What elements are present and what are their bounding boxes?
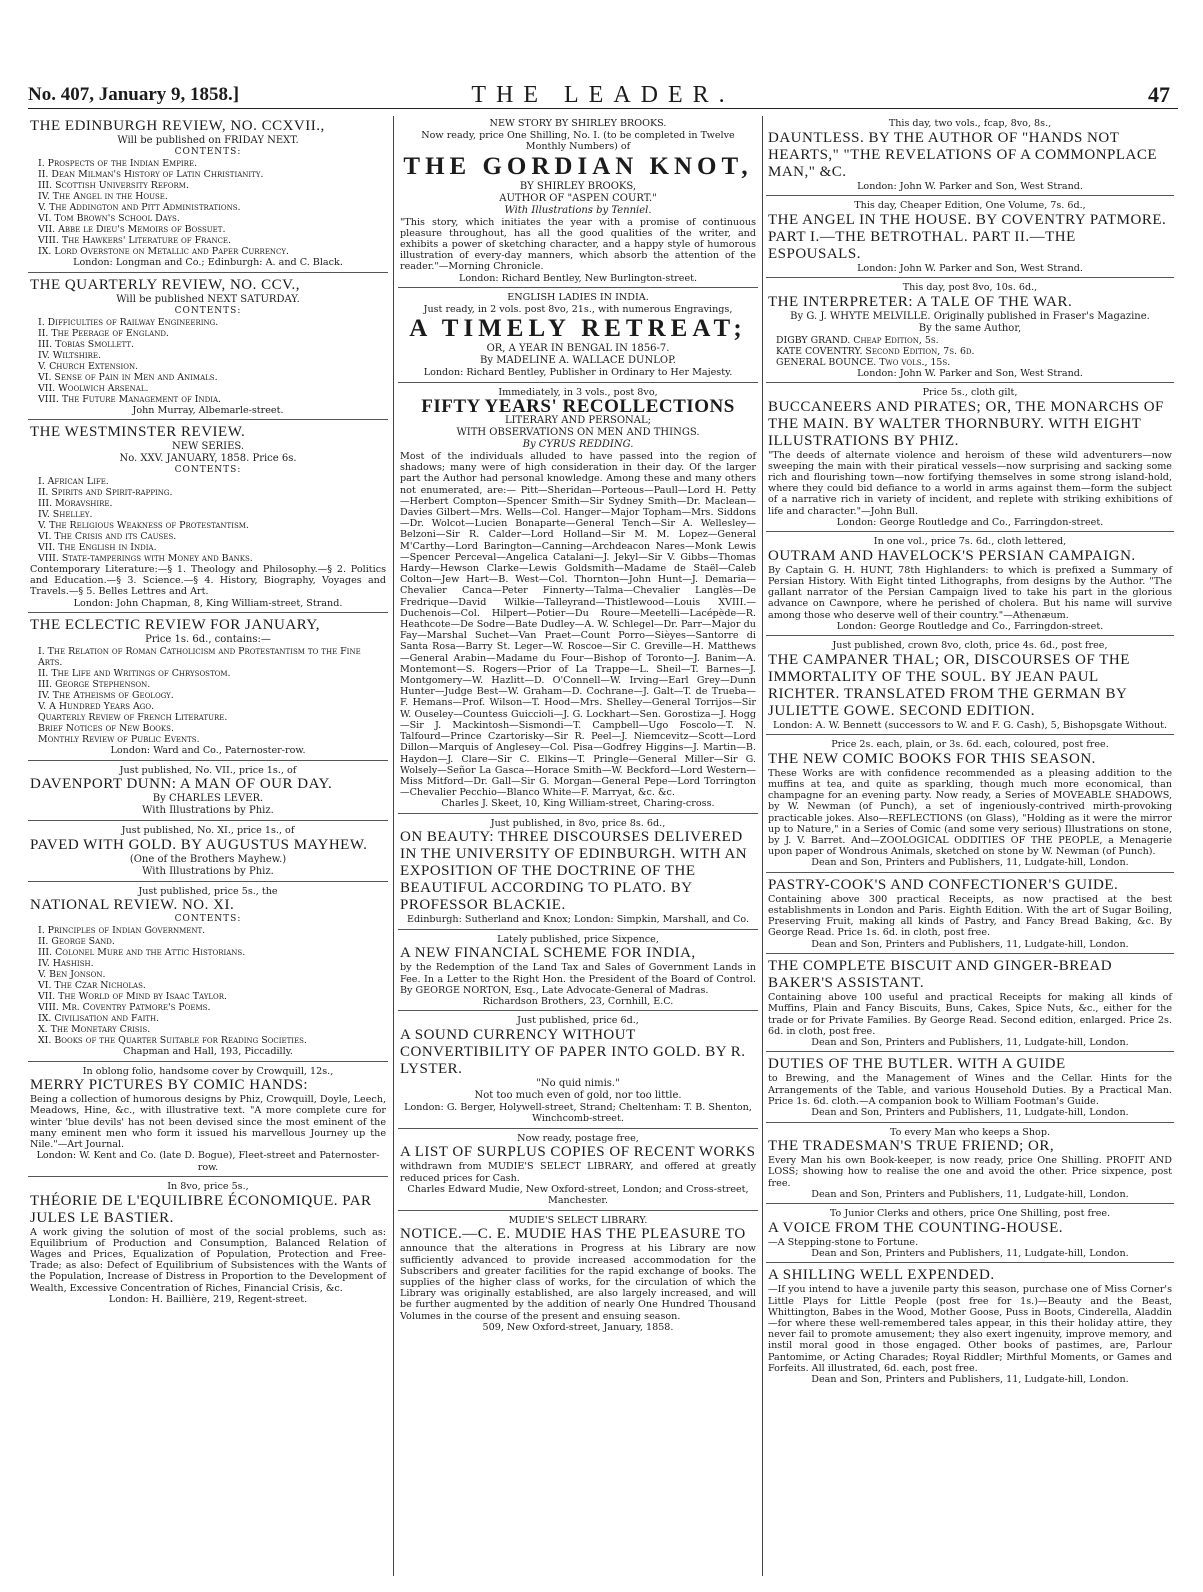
advertisement: [28, 275, 388, 421]
advertisement: [766, 1265, 1174, 1388]
contents-item: XI. Books of the Quarter Suitable for Reading Societies.: [38, 1035, 307, 1047]
advert-subtitle: Will be published NEXT SATURDAY.: [116, 293, 300, 305]
contents-item: III. Tobias Smollett.: [38, 338, 134, 350]
advert-title: DUTIES OF THE BUTLER. WITH A GUIDE: [768, 1056, 1066, 1073]
contents-item: VII. Woolwich Arsenal.: [38, 382, 149, 394]
advertisement: [766, 737, 1174, 873]
advert-title: NATIONAL REVIEW. NO. XI.: [30, 897, 235, 914]
advertisement: [28, 884, 388, 1062]
advert-subtitle: WITH OBSERVATIONS ON MEN AND THINGS.: [456, 427, 700, 439]
advertisement: [398, 816, 758, 930]
advert-subtitle: NEW SERIES.: [171, 441, 245, 452]
advertisement: [766, 198, 1174, 278]
advertisement: [766, 280, 1174, 383]
contents-item: V. The Religious Weakness of Protestantism.: [38, 520, 249, 531]
advert-title: ON BEAUTY: THREE DISCOURSES DELIVERED IN THE UNIVERSITY OF EDINBURGH. WITH AN EXPOSITION OF THE DOCTRINE OF THE BEAUTIFUL ACCORDING TO PLATO. BY PROFESSOR BLACKIE.: [400, 829, 748, 914]
contents-item: I. African Life.: [38, 476, 109, 487]
publisher-line: London: A. W. Bennett (successors to W. and F. G. Cash), 5, Bishopsgate Without.: [772, 719, 1168, 731]
advert-intro: Lately published, price Sixpence,: [497, 933, 659, 945]
publisher-line: London: G. Berger, Holywell-street, Strand; Cheltenham: T. B. Shenton, Winchcomb-street.: [404, 1101, 752, 1125]
publisher-line: John Murray, Albemarle-street.: [132, 404, 284, 416]
advert-intro: This day, two vols., fcap, 8vo, 8s.,: [888, 118, 1052, 129]
publisher-line: London: W. Kent and Co. (late D. Bogue), Fleet-street and Paternoster-row.: [36, 1150, 380, 1173]
column-rule: [393, 116, 394, 1576]
contents-label: CONTENTS:: [174, 914, 242, 925]
publisher-line: Dean and Son, Printers and Publishers, 11, Ludgate-hill, London.: [811, 1188, 1129, 1200]
advert-body: to Brewing, and the Management of Wines and the Cellar. Hints for the Arrangements of the Table, and various Household Duties. By a Practical Man. Price 1s. 6d. cloth.—A companion book to William Footman's Guide.: [768, 1073, 1172, 1107]
advert-title: A LIST OF SURPLUS COPIES OF RECENT WORKS: [400, 1144, 756, 1161]
advert-subtitle: Will be published on FRIDAY NEXT.: [117, 135, 299, 146]
advert-title: PAVED WITH GOLD. BY AUGUSTUS MAYHEW.: [30, 836, 368, 853]
column-rule: [762, 116, 763, 1576]
contents-item: VIII. State-tamperings with Money and Banks.: [38, 553, 253, 564]
contents-item: VIII. The Future Management of India.: [38, 393, 222, 405]
advert-title: FIFTY YEARS' RECOLLECTIONS: [421, 396, 735, 418]
advert-subtitle: With Illustrations by Phiz.: [142, 865, 274, 877]
advertisement: [28, 116, 388, 273]
advert-subtitle: No. XXV. JANUARY, 1858. Price 6s.: [119, 453, 297, 464]
advert-body: Contemporary Literature:—§ 1. Theology and Philosophy.—§ 2. Politics and Education.—§ 3. Science.—§ 4. History, Biography, Voyages and Travels.—§ 5. Belles Lettres and Art.: [30, 564, 386, 598]
advert-subtitle: By the same Author,: [918, 322, 1022, 334]
advert-intro: NEW STORY BY SHIRLEY BROOKS.: [489, 118, 667, 129]
advert-title: BUCCANEERS AND PIRATES; OR, THE MONARCHS OF THE MAIN. BY WALTER THORNBURY. WITH EIGHT ILLUSTRATIONS BY PHIZ.: [768, 398, 1164, 449]
list-item: DIGBY GRAND. Cheap Edition, 5s.: [776, 334, 939, 346]
advertisement: [766, 1054, 1174, 1122]
advert-body: By Captain G. H. HUNT, 78th Highlanders: to which is prefixed a Summary of Persian History. With Eight tinted Lithographs, from designs by the Author. "The gallant narrator of the Persian Campaign lived to take his part in the glorious advance on Cawnpore, where he perished of cholera. But his name will survive among those who deserve well of their country."—Athenæum.: [768, 564, 1172, 621]
column-1: [28, 116, 388, 1580]
contents-item: VI. The Crisis and its Causes.: [38, 531, 177, 542]
advert-subtitle: By G. J. WHYTE MELVILLE. Originally published in Fraser's Magazine.: [790, 310, 1150, 322]
contents-item: V. The Addington and Pitt Administrations.: [38, 202, 241, 213]
advert-body: A work giving the solution of most of the social problems, such as: Equilibrium of Production and Consumption, Balanced Relation of Wages and Prices, Equalization of Population, Protection and Free-Trade; as also: Defect of Equilibrium of Subsistences with the Wants of the Population, Increase of Distress in Proportion to the Development of Wealth, Excessive Concentration of Riches, Financial Crisis, &c.: [30, 1226, 386, 1294]
publisher-line: Chapman and Hall, 193, Piccadilly.: [123, 1046, 293, 1058]
advertisement: [28, 763, 388, 822]
advertisement: [28, 1179, 388, 1308]
advert-title: THE EDINBURGH REVIEW, NO. CCXVII.,: [30, 118, 325, 134]
advert-title: THE GORDIAN KNOT,: [403, 152, 753, 180]
advertisement: [398, 1213, 758, 1336]
contents-item: V. Church Extension.: [38, 360, 139, 372]
contents-item: VI. Sense of Pain in Men and Animals.: [38, 371, 218, 383]
contents-item: IV. Wiltshire.: [38, 349, 101, 361]
advert-body: "This story, which initiates the year with a promise of continuous pleasure throughout, has all the good qualities of the writer, and exhibits a power of sketching character, and a happy style of humorous illustration of every-day manners, which absorb the attention of the reader."—Morning Chronicle.: [400, 216, 756, 273]
contents-item: I. Difficulties of Railway Engineering.: [38, 316, 219, 328]
publisher-line: Dean and Son, Printers and Publishers, 11, Ludgate-hill, London.: [811, 1374, 1129, 1386]
advertisement: [398, 932, 758, 1012]
contents-label: CONTENTS:: [174, 465, 242, 475]
publisher-line: London: John W. Parker and Son, West Strand.: [857, 180, 1083, 192]
contents-item: II. Spirits and Spirit-rapping.: [38, 487, 173, 498]
publisher-line: Charles J. Skeet, 10, King William-street, Charing-cross.: [441, 798, 715, 810]
contents-item: X. The Monetary Crisis.: [38, 1024, 151, 1036]
contents-label: CONTENTS:: [174, 147, 242, 157]
contents-item: III. George Stephenson.: [38, 679, 151, 691]
advert-title: NOTICE.—C. E. MUDIE HAS THE PLEASURE TO: [400, 1226, 746, 1243]
advert-title: THE ANGEL IN THE HOUSE. BY COVENTRY PATMORE. PART I.—THE BETROTHAL. PART II.—THE ESPOUSALS.: [768, 211, 1167, 262]
advert-title: A TIMELY RETREAT;: [409, 315, 747, 343]
publisher-line: London: George Routledge and Co., Farringdon-street.: [836, 516, 1104, 528]
advert-intro: Just published, price 6d.,: [517, 1015, 639, 1027]
publisher-line: Dean and Son, Printers and Publishers, 11, Ludgate-hill, London.: [811, 857, 1129, 869]
issue-info: No. 407, January 9, 1858.]: [28, 84, 240, 105]
advertisement: [28, 615, 388, 761]
contents-item: IV. The Angel in the House.: [38, 191, 168, 202]
contents-item: VI. The Czar Nicholas.: [38, 980, 146, 992]
contents-item: VII. Abbe le Dieu's Memoirs of Bossuet.: [38, 224, 226, 235]
advert-intro: Just published, crown 8vo, cloth, price 4s. 6d., post free,: [832, 640, 1108, 652]
column-3: [766, 116, 1174, 1580]
advert-subtitle: With Illustrations by Phiz.: [142, 805, 274, 817]
advert-subtitle: (One of the Brothers Mayhew.): [129, 853, 287, 865]
advert-body: Every Man his own Book-keeper, is now ready, price One Shilling. PROFIT AND LOSS; showing how to realise the one and avoid the other. Price sixpence, post free.: [768, 1155, 1172, 1189]
advert-body: announce that the alterations in Progress at his Library are now sufficiently advanced to provide increased accommodation for the Subscribers and greater facilities for the rapid exchange of books. The supplies of the higher class of works, for the circulation of which the Library was originally established, are also largely increased, and will be further augmented by the addition of nearly One Hundred Thousand Volumes in the course of the present and ensuing season.: [400, 1243, 756, 1322]
advertisement: [766, 638, 1174, 735]
contents-item: I. Principles of Indian Government.: [38, 925, 206, 937]
advert-title: THE COMPLETE BISCUIT AND GINGER-BREAD BAKER'S ASSISTANT.: [768, 958, 1113, 992]
advertisement: [398, 385, 758, 814]
advertisement: [28, 823, 388, 882]
advertisement: [766, 956, 1174, 1052]
advert-subtitle: Price 1s. 6d., contains:—: [145, 634, 271, 646]
contents-item: III. Scottish University Reform.: [38, 180, 189, 191]
advertisement: [766, 875, 1174, 954]
publisher-line: London: Richard Bentley, Publisher in Ordinary to Her Majesty.: [423, 367, 733, 379]
masthead-title: THE LEADER.: [471, 82, 735, 108]
contents-item: VIII. Mr. Coventry Patmore's Poems.: [38, 1002, 211, 1014]
contents-item: I. The Relation of Roman Catholicism and Protestantism to the Fine Arts.: [38, 646, 361, 669]
publisher-line: Dean and Son, Printers and Publishers, 11, Ludgate-hill, London.: [811, 938, 1129, 950]
publisher-line: Edinburgh: Sutherland and Knox; London: Simpkin, Marshall, and Co.: [406, 914, 750, 926]
contents-item: III. Moravshire.: [38, 498, 113, 509]
contents-item: V. Ben Jonson.: [38, 969, 106, 981]
advert-intro: To every Man who keeps a Shop.: [889, 1126, 1051, 1138]
advert-intro: Just published, price 5s., the: [138, 885, 278, 897]
advert-intro: Now ready, postage free,: [517, 1132, 639, 1144]
advert-intro: This day, post 8vo, 10s. 6d.,: [902, 282, 1038, 293]
advert-intro: ENGLISH LADIES IN INDIA.: [507, 292, 649, 304]
contents-item: V. A Hundred Years Ago.: [38, 701, 155, 713]
advert-body: Containing above 100 useful and practical Receipts for making all kinds of Muffins, Plain and Fancy Biscuits, Buns, Cakes, Spice Nuts, &c., either for the trade or for Private Families. By George Read. Second edition, enlarged. Price 2s. 6d. in cloth, post free.: [768, 992, 1172, 1037]
advert-intro: To Junior Clerks and others, price One Shilling, post free.: [829, 1208, 1111, 1220]
advertisement: [398, 116, 758, 288]
publisher-line: Dean and Son, Printers and Publishers, 11, Ludgate-hill, London.: [811, 1036, 1129, 1048]
publisher-line: London: Ward and Co., Paternoster-row.: [110, 745, 306, 757]
advert-subtitle: LITERARY AND PERSONAL;: [504, 415, 652, 427]
publisher-line: Charles Edward Mudie, New Oxford-street, London; and Cross-street, Manchester.: [407, 1183, 749, 1207]
advert-intro: Price 2s. each, plain, or 3s. 6d. each, coloured, post free.: [831, 739, 1109, 751]
publisher-line: London: George Routledge and Co., Farringdon-street.: [836, 620, 1104, 632]
advert-title: A SOUND CURRENCY WITHOUT CONVERTIBILITY OF PAPER INTO GOLD. BY R. LYSTER.: [400, 1026, 746, 1077]
advert-body: withdrawn from MUDIE'S SELECT LIBRARY, and offered at greatly reduced prices for Cash.: [400, 1161, 756, 1184]
advert-title: THE TRADESMAN'S TRUE FRIEND; OR,: [768, 1138, 1055, 1155]
advert-intro: In 8vo, price 5s.,: [167, 1181, 249, 1193]
advert-intro: Immediately, in 3 vols., post 8vo,: [498, 386, 658, 398]
publisher-line: Dean and Son, Printers and Publishers, 11, Ludgate-hill, London.: [811, 1107, 1129, 1119]
advert-subtitle: AUTHOR OF "ASPEN COURT.": [499, 192, 657, 204]
advert-intro: MUDIE'S SELECT LIBRARY.: [508, 1214, 648, 1226]
contents-label: CONTENTS:: [174, 305, 242, 316]
publisher-line: London: John W. Parker and Son, West Strand.: [857, 262, 1083, 274]
contents-item: II. George Sand.: [38, 936, 115, 948]
page-header: [28, 82, 1178, 109]
advert-subtitle: By CYRUS REDDING.: [522, 439, 634, 451]
advert-body: —If you intend to have a juvenile party this season, purchase one of Miss Corner's Little Plays for Little People (post free for 1s.)—Beauty and the Beast, Whittington, Babes in the Wood, Mother Goose, Puss in Boots, Cinderella, Aladdin—for where these well-remembered tales appear, in this their holiday attire, they never fail to promote amusement; they also exert ingenuity, improve memory, and instil moral good in those engaged. Other books of pastimes, are, Parlour Pantomime, or Acting Charades; Royal Riddler; Mirthful Moments, or Games and Forfeits. All illustrated, 6d. each, post free.: [768, 1284, 1172, 1374]
list-item: GENERAL BOUNCE. Two vols., 15s.: [776, 356, 951, 368]
contents-item: II. The Peerage of England.: [38, 327, 169, 339]
contents-item: I. Prospects of the Indian Empire.: [38, 158, 198, 169]
advert-intro: This day, Cheaper Edition, One Volume, 7s. 6d.,: [854, 200, 1086, 211]
advert-title: DAUNTLESS. BY THE AUTHOR OF "HANDS NOT HEARTS," "THE REVELATIONS OF A COMMONPLACE MAN," &C.: [768, 129, 1158, 180]
contents-item: Quarterly Review of French Literature.: [38, 712, 228, 724]
advert-body: "The deeds of alternate violence and heroism of these wild adventurers—now sweeping the main with their piratical vessels—now surprising and sacking some rich and flourishing town—now fortifying themselves in some strong island-hold, where they could bid defiance to a world in arms against them—form the subject of a narrative rich in variety of incident, and replete with striking exhibitions of life and character."—John Bull.: [768, 449, 1172, 517]
advert-intro: Just published, No. VII., price 1s., of: [119, 764, 297, 776]
advertisement: [766, 1206, 1174, 1263]
contents-item: IV. Hashish.: [38, 958, 94, 970]
contents-item: II. Dean Milman's History of Latin Christianity.: [38, 169, 264, 180]
publisher-line: London: Longman and Co.; Edinburgh: A. and C. Black.: [73, 257, 343, 268]
advert-title: THE NEW COMIC BOOKS FOR THIS SEASON.: [768, 750, 1096, 767]
advert-subtitle: "No quid nimis.": [536, 1077, 620, 1089]
page-number: 47: [1148, 82, 1170, 107]
advert-subtitle: With Illustrations by Tenniel.: [504, 204, 652, 216]
publisher-line: 509, New Oxford-street, January, 1858.: [482, 1321, 674, 1333]
publisher-line: Richardson Brothers, 23, Cornhill, E.C.: [482, 995, 674, 1007]
advert-intro: Now ready, price One Shilling, No. I. (to be completed in Twelve Monthly Numbers) of: [421, 129, 735, 152]
advert-body: by the Redemption of the Land Tax and Sales of Government Lands in Fee. In a Letter to the Right Hon. the President of the Board of Control. By GEORGE NORTON, Esq., Late Advocate-General of Madras.: [400, 962, 756, 996]
advert-intro: Just published, No. XI., price 1s., of: [121, 825, 295, 837]
advertisement: [28, 1064, 388, 1178]
advert-intro: Price 5s., cloth gilt,: [922, 387, 1018, 398]
advert-title: A VOICE FROM THE COUNTING-HOUSE.: [768, 1219, 1064, 1236]
contents-item: Brief Notices of New Books.: [38, 723, 174, 735]
advertisement: [398, 290, 758, 383]
advert-title: THÉORIE DE L'EQUILIBRE ÉCONOMIQUE. PAR JULES LE BASTIER.: [30, 1192, 372, 1226]
contents-item: Monthly Review of Public Events.: [38, 734, 200, 746]
publisher-line: London: H. Baillière, 219, Regent-street.: [108, 1293, 308, 1305]
advert-body: These Works are with confidence recommended as a pleasing addition to the muffins at tea, and quite as sparkling, though much more economical, than champagne for an evening party. Now ready, a Series of MOVEABLE SHADOWS, by W. Newman (of Punch), a set of ingeniously-contrived mirth-provoking practicable jokes. Also—REFLECTIONS (on Glass), "Holding as it were the mirror up to Nature," in a Series of Comic (and some very serious) Illustrations on stone, by J. V. Barret. And—ZOOLOGICAL ODDITIES OF THE PEOPLE, a Menagerie upon paper of Wondrous Animals, sketched on stone by W. Newman (of Punch).: [768, 767, 1172, 858]
contents-item: IX. Civilisation and Faith.: [38, 1013, 160, 1025]
advert-title: THE CAMPANER THAL; OR, DISCOURSES OF THE IMMORTALITY OF THE SOUL. BY JEAN PAUL RICHTER. TRANSLATED FROM THE GERMAN BY JULIETTE GOWE. SECOND EDITION.: [768, 651, 1130, 719]
advertisement: [766, 116, 1174, 196]
advertisement: [398, 1131, 758, 1211]
contents-item: III. Colonel Mure and the Attic Historians.: [38, 947, 246, 959]
advertisement: [766, 385, 1174, 532]
publisher-line: London: Richard Bentley, New Burlington-street.: [458, 272, 698, 284]
advertisement: [398, 1013, 758, 1129]
contents-item: IX. Lord Overstone on Metallic and Paper Currency.: [38, 246, 290, 257]
advert-title: PASTRY-COOK'S AND CONFECTIONER'S GUIDE.: [768, 876, 1119, 893]
publisher-line: London: John W. Parker and Son, West Strand.: [857, 367, 1083, 379]
advert-title: THE INTERPRETER: A TALE OF THE WAR.: [768, 293, 1073, 310]
advert-title: THE ECLECTIC REVIEW FOR JANUARY,: [30, 617, 321, 634]
advert-body: —A Stepping-stone to Fortune.: [768, 1236, 919, 1248]
advert-title: MERRY PICTURES BY COMIC HANDS:: [30, 1077, 309, 1094]
advertisement: [766, 534, 1174, 636]
advert-title: A SHILLING WELL EXPENDED.: [768, 1267, 995, 1284]
contents-item: IV. The Atheisms of Geology.: [38, 690, 174, 702]
advert-title: DAVENPORT DUNN: A MAN OF OUR DAY.: [30, 776, 333, 793]
advert-subtitle: BY SHIRLEY BROOKS,: [519, 180, 637, 192]
advertisement: [766, 1125, 1174, 1205]
advert-subtitle: Not too much even of gold, nor too little.: [474, 1089, 682, 1101]
list-item: KATE COVENTRY. Second Edition, 7s. 6d.: [776, 345, 975, 357]
advert-body: Being a collection of humorous designs by Phiz, Crowquill, Doyle, Leech, Meadows, Hine, &c., with illustrative text. "A more complete cure for winter 'blue devils' has not been devised since the most eminent of the many eminent men who form it issued his marvellous Journey up the Nile."—Art Journal.: [30, 1094, 386, 1150]
advert-intro: In one vol., price 7s. 6d., cloth lettered,: [873, 536, 1067, 548]
advert-intro: In oblong folio, handsome cover by Crowquill, 12s.,: [82, 1065, 334, 1077]
advert-body: Most of the individuals alluded to have passed into the region of shadows; many were of high consideration in their day. Of the larger part the Author had personal knowledge. Among these and many others not enumerated, are:— Pitt—Sheridan—Porteous—Paull—Lord H. Petty—Herbert Compton—Spencer Smith—Sir Sydney Smith—Dr. Maclean—Davies Gilbert—Mrs. Wells—Col. Hanger—Major Topham—Mrs. Siddons—Dr. Wolcot—Lucien Bonaparte—General Tench—Sir A. Wellesley—Belzoni—Sir R. Calder—Lord Holland—Sir M. M. Lopez—General M'Carthy—Lord Barington—Canning—Archdeacon Nares—Monk Lewis—Spencer Perceval—Angelica Catalani—J. Jekyl—Sir V. Gibbs—Thomas Hardy—Hewson Clarke—Lewis Goldsmith—Madame de Staël—Caleb Colton—Jew Hart—B. West—Col. Thornton—John Hunt—J. Demaria—Chevalier Canca—Peter Finnerty—Talma—Chevalier Langlès—De Fredrique—David Wilkie—Talleyrand—Thistlewood—Louis XVIII.—Duchenois—Col. Hilpert—Potier—Du Roure—Meetelli—Lacépède—R. Heathcote—De Sodre—Bate Dudley—A. W. Schlegel—Dr. Parr—Major du Fay—Marshal Suchet—Van Praet—Count Porro—Sièyes—Santorre di Santa Rosa—Barry St. Leger—W. Roscoe—Sir C. Greville—H. Matthews—General Arabin—Madame du Four—Bishop of Toronto—J. Banim—A. Montemont—S. Rogers—Prior of La Trappe—L. Sheil—T. Barnes—J. Montgomery—W. Hazlitt—D. O'Connell—W. Irving—Earl Grey—Dunn Hunter—Judge Best—W. Graham—D. Cochrane—J. Galt—T. de Trueba—F. Hemans—Prof. Wilson—T. Hood—Mrs. Shelley—General Torrijos—Sir W. Ouseley—Countess Guiccioli—J. G. Lockhart—Sen. Gorostiza—J. Hogg—Sir J. Mackintosh—Sismondi—T. Campbell—Ugo Foscolo—T. N. Talfourd—Prince Czartorisky—Sir R. Peel—J. Niemcevitz—Scott—Lord Dillon—Marquis of Anglesey—Col. Pisa—Godfrey Higgins—J. Martin—B. Haydon—J. Clare—Sir C. Elkins—T. Pringle—General Miller—Sir G. Wolsely—Señor La Gasca—Horace Smith—W. Beckford—Lord Western—Miss Mitford—Dr. Gall—Sir G. Morgan—General Pepe—Lord Torrington—Chevalier Pecchio—Blanco White—F. Marryat, &c. &c.: [400, 451, 756, 799]
advert-subtitle: OR, A YEAR IN BENGAL IN 1856-7.: [486, 343, 670, 355]
publisher-line: London: John Chapman, 8, King William-street, Strand.: [73, 597, 343, 609]
advertisement: [28, 422, 388, 613]
contents-item: VII. The World of Mind by Isaac Taylor.: [38, 991, 227, 1003]
contents-item: VI. Tom Brown's School Days.: [38, 213, 180, 224]
contents-item: VII. The English in India.: [38, 542, 157, 553]
advert-intro: Just ready, in 2 vols. post 8vo, 21s., with numerous Engravings,: [423, 303, 733, 315]
column-2: [398, 116, 758, 1580]
advert-body: Containing above 300 practical Receipts, as now practised at the best establishments in London and Paris. Eighth Edition. With the art of Sugar Boiling, Preserving Fruit, making all kinds of Pastry, and Fancy Bread Baking, &c. By George Read. Price 1s. 6d. in cloth, post free.: [768, 893, 1172, 939]
advert-subtitle: By CHARLES LEVER.: [152, 793, 264, 805]
contents-item: VIII. The Hawkers' Literature of France.: [38, 235, 232, 246]
advert-title: OUTRAM AND HAVELOCK'S PERSIAN CAMPAIGN.: [768, 547, 1136, 564]
contents-item: IV. Shelley.: [38, 509, 93, 520]
advert-subtitle: By MADELINE A. WALLACE DUNLOP.: [480, 355, 676, 367]
advert-title: A NEW FINANCIAL SCHEME FOR INDIA,: [400, 945, 696, 962]
advert-title: THE WESTMINSTER REVIEW.: [30, 424, 246, 440]
advert-title: THE QUARTERLY REVIEW, NO. CCV.,: [30, 276, 301, 293]
publisher-line: Dean and Son, Printers and Publishers, 11, Ludgate-hill, London.: [811, 1247, 1129, 1259]
contents-item: II. The Life and Writings of Chrysostom.: [38, 668, 231, 680]
advert-intro: Just published, in 8vo, price 8s. 6d.,: [490, 817, 666, 829]
